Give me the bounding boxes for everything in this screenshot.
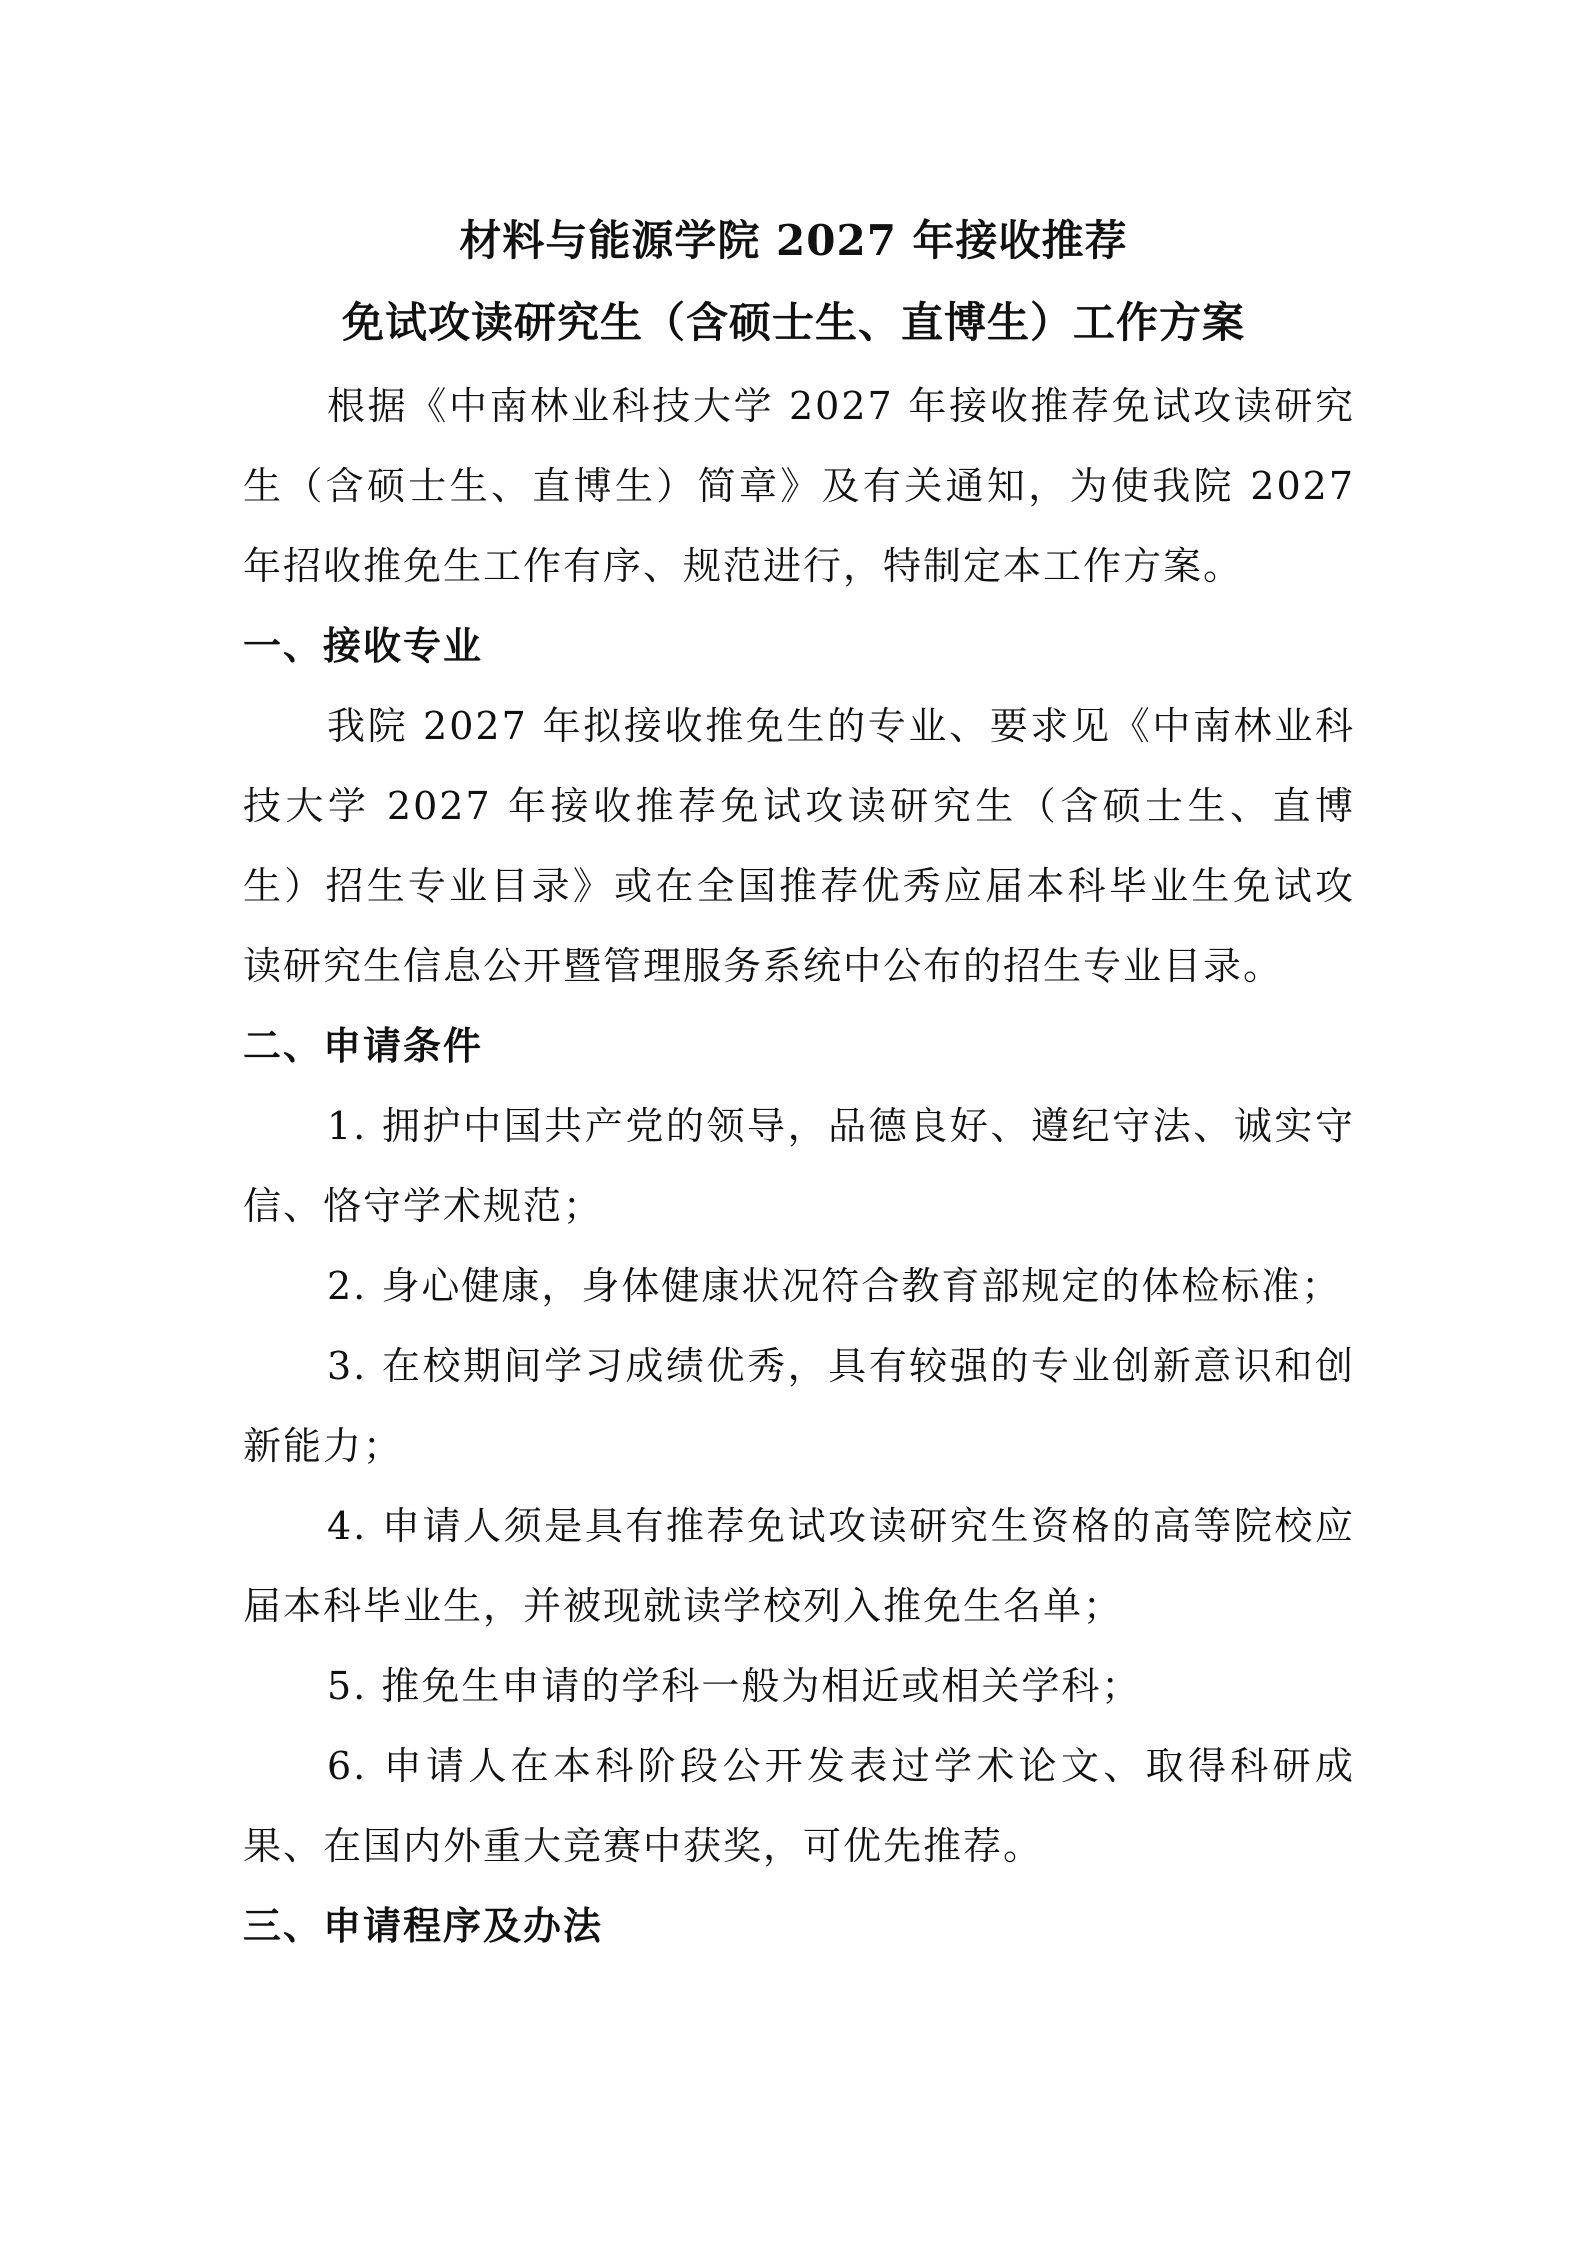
- intro-paragraph: 根据《中南林业科技大学 2027 年接收推荐免试攻读研究生（含硕士生、直博生）简章》及有关通知，为使我院 2027 年招收推免生工作有序、规范进行，特制定本工作方案。: [243, 384, 1355, 588]
- section-heading-1: 一、接收专业: [243, 624, 484, 668]
- document-title-line-1: 材料与能源学院 2027 年接收推荐: [459, 216, 1128, 265]
- section-heading-2: 二、申请条件: [243, 1024, 484, 1068]
- section-heading-3: 三、申请程序及办法: [243, 1904, 604, 1948]
- condition-item: 1. 拥护中国共产党的领导，品德良好、遵纪守法、诚实守信、恪守学术规范；: [243, 1104, 1355, 1228]
- document-body: [243, 366, 1355, 1966]
- condition-item: 2. 身心健康，身体健康状况符合教育部规定的体检标准；: [327, 1264, 1342, 1308]
- document-title-line-2: 免试攻读研究生（含硕士生、直博生）工作方案: [341, 298, 1245, 347]
- condition-item: 5. 推免生申请的学科一般为相近或相关学科；: [327, 1664, 1142, 1708]
- condition-item: 4. 申请人须是具有推荐免试攻读研究生资格的高等院校应届本科毕业生，并被现就读学校列入推免生名单；: [243, 1504, 1355, 1628]
- condition-item: 6. 申请人在本科阶段公开发表过学术论文、取得科研成果、在国内外重大竞赛中获奖，可优先推荐。: [243, 1744, 1355, 1868]
- condition-item: 3. 在校期间学习成绩优秀，具有较强的专业创新意识和创新能力；: [243, 1344, 1355, 1468]
- section-1-paragraph: 我院 2027 年拟接收推免生的专业、要求见《中南林业科技大学 2027 年接收推荐免试攻读研究生（含硕士生、直博生）招生专业目录》或在全国推荐优秀应届本科毕业生免试攻读研究生信息公开暨管理服务系统中公布的招生专业目录。: [243, 704, 1355, 988]
